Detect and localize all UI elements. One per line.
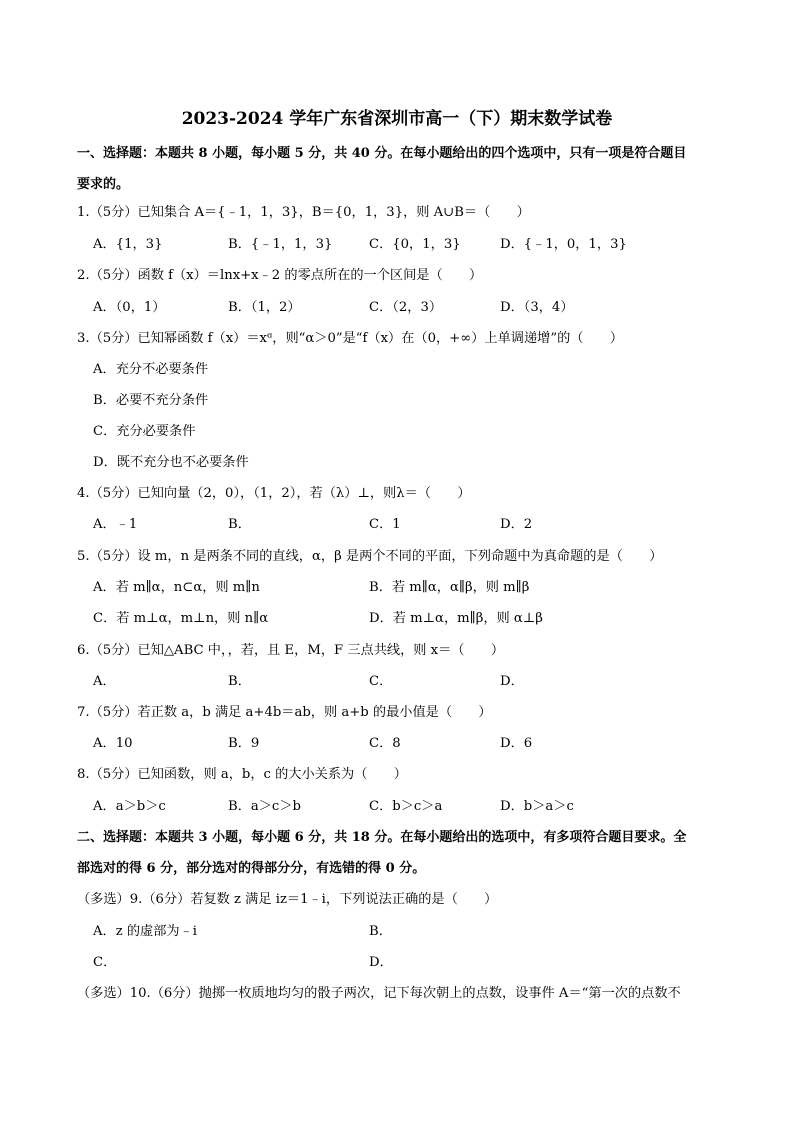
section-1-line2: 要求的。 xyxy=(77,177,130,192)
q8-option-b: B．a＞c＞b xyxy=(228,799,301,814)
q1-option-c: C．{0，1，3} xyxy=(369,237,461,252)
q7-option-b: B．9 xyxy=(228,736,260,751)
q5-option-b: B．若 m∥α，α∥β，则 m∥β xyxy=(369,580,530,595)
q1-option-d: D．{﹣1，0，1，3} xyxy=(500,237,627,252)
q7-option-c: C．8 xyxy=(369,736,401,751)
q8-option-a: A．a＞b＞c xyxy=(93,799,166,814)
q8-option-d: D．b＞a＞c xyxy=(500,799,574,814)
q8-option-c: C．b＞c＞a xyxy=(369,799,443,814)
q9-option-d: D． xyxy=(369,955,393,970)
q3-option-c: C．充分必要条件 xyxy=(93,424,196,439)
question-4: 4.（5分）已知向量（2，0），（1，2），若（λ）⊥，则λ＝（ ） xyxy=(77,486,471,501)
question-8: 8.（5分）已知函数，则 a，b，c 的大小关系为（ ） xyxy=(77,767,407,782)
section-2-heading xyxy=(77,822,717,884)
question-1: 1.（5分）已知集合 A＝{﹣1，1，3}，B＝{0，1，3}，则 A∪B＝（ ） xyxy=(77,205,530,220)
section-2-line1: 二、选择题：本题共 3 小题，每小题 6 分，共 18 分。在每小题给出的选项中，有多项符合题目要求。全 xyxy=(77,830,687,845)
question-5: 5.（5分）设 m，n 是两条不同的直线，α，β 是两个不同的平面，下列命题中为真命题的是（ ） xyxy=(77,549,663,564)
q2-option-d: D．（3，4） xyxy=(500,300,574,315)
q9-option-a: A．z 的虚部为﹣i xyxy=(93,924,198,939)
q6-option-c: C． xyxy=(369,674,393,689)
q4-option-c: C．1 xyxy=(369,517,401,532)
question-3: 3.（5分）已知幂函数 f（x）＝xᵅ，则“α＞0”是“f（x）在（0，+∞）上单调递增”的（ ） xyxy=(77,331,624,346)
q3-option-a: A．充分不必要条件 xyxy=(93,362,209,377)
q5-option-a: A．若 m∥α，n⊂α，则 m∥n xyxy=(93,580,260,595)
q2-option-c: C．（2，3） xyxy=(369,300,443,315)
question-7: 7.（5分）若正数 a，b 满足 a+4b＝ab，则 a+b 的最小值是（ ） xyxy=(77,705,492,720)
section-1-line1: 一、选择题：本题共 8 小题，每小题 5 分，共 40 分。在每小题给出的四个选项中，只有一项是符合题目 xyxy=(77,146,687,161)
question-6: 6.（5分）已知△ABC 中，，若，且 E，M，F 三点共线，则 x＝（ ） xyxy=(77,643,505,658)
section-1-heading xyxy=(77,138,717,200)
q4-option-d: D．2 xyxy=(500,517,533,532)
question-10: （多选）10.（6分）抛掷一枚质地均匀的骰子两次，记下每次朝上的点数，设事件 A＝“第一次的点数不 xyxy=(77,986,681,1001)
q7-option-a: A．10 xyxy=(93,736,133,751)
page-title: 2023-2024 学年广东省深圳市高一（下）期末数学试卷 xyxy=(181,109,613,129)
q6-option-a: A． xyxy=(93,674,116,689)
q3-option-b: B．必要不充分条件 xyxy=(93,393,209,408)
q7-option-d: D．6 xyxy=(500,736,533,751)
q5-option-c: C．若 m⊥α，m⊥n，则 n∥α xyxy=(93,611,269,626)
section-2-line2: 部选对的得 6 分，部分选对的得部分分，有选错的得 0 分。 xyxy=(77,861,426,876)
q2-option-b: B．（1，2） xyxy=(228,300,301,315)
q6-option-b: B． xyxy=(228,674,251,689)
q1-option-a: A．{1，3} xyxy=(93,237,163,252)
q6-option-d: D． xyxy=(500,674,524,689)
q9-option-b: B． xyxy=(369,924,392,939)
q1-option-b: B．{﹣1，1，3} xyxy=(228,237,333,252)
question-2: 2.（5分）函数 f（x）＝lnx+x﹣2 的零点所在的一个区间是（ ） xyxy=(77,268,483,283)
q2-option-a: A．（0，1） xyxy=(93,300,166,315)
q4-option-a: A．﹣1 xyxy=(93,517,138,532)
q5-option-d: D．若 m⊥α，m∥β，则 α⊥β xyxy=(369,611,543,626)
q9-option-c: C． xyxy=(93,955,117,970)
question-9: （多选）9.（6分）若复数 z 满足 iz＝1﹣i，下列说法正确的是（ ） xyxy=(77,892,498,907)
q4-option-b: B． xyxy=(228,517,251,532)
q3-option-d: D．既不充分也不必要条件 xyxy=(93,455,249,470)
